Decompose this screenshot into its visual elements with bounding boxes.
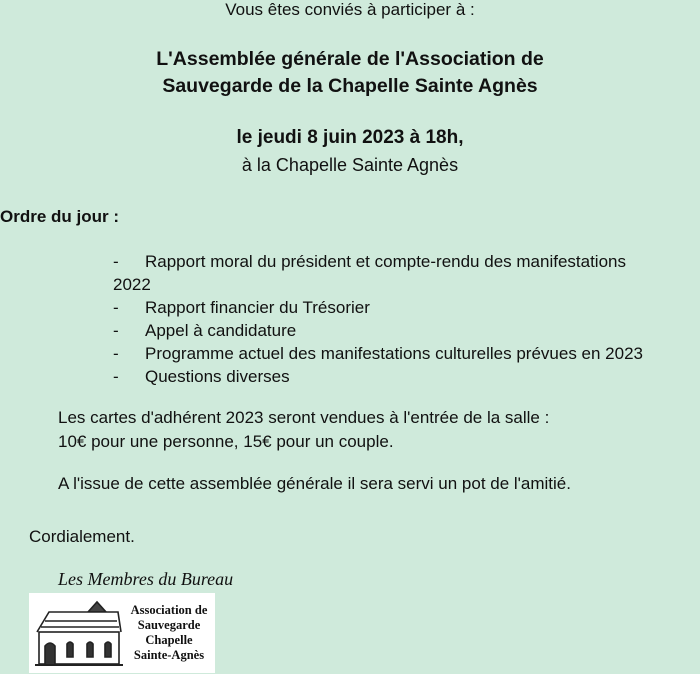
logo-text [124,603,214,663]
membership-cards-info [58,406,549,454]
agenda-item-text: Appel à candidature [145,321,297,340]
agenda-item [113,250,698,296]
agenda-list [113,250,698,388]
chapel-icon [35,599,123,669]
bullet-dash: - [113,344,119,363]
agenda-item-text: Rapport financier du Trésorier [145,298,370,317]
signature: Les Membres du Bureau [58,569,234,589]
event-title-line-1: L'Assemblée générale de l'Association de [156,48,544,70]
logo-line-1: Association de [130,603,208,617]
agenda-item-text: Programme actuel des manifestations culturelles prévues en 2023 [145,344,643,363]
logo-line-2: Sauvegarde [137,618,201,632]
event-date: le jeudi 8 juin 2023 à 18h, [236,127,464,148]
cards-line-1: Les cartes d'adhérent 2023 seront vendues à l'entrée de la salle : [58,408,550,427]
agenda-item [113,365,698,388]
event-place: à la Chapelle Sainte Agnès [241,155,459,175]
association-logo [29,593,215,673]
logo-line-4: Sainte-Agnès [133,648,205,662]
bullet-dash: - [113,367,119,386]
agenda-heading: Ordre du jour : [0,207,119,226]
bullet-dash: - [113,252,119,271]
logo-line-3: Chapelle [145,633,193,647]
agenda-item [113,319,698,342]
bullet-dash: - [113,321,119,340]
event-title [0,46,700,100]
bullet-dash: - [113,298,119,317]
event-title-line-2: Sauvegarde de la Chapelle Sainte Agnès [162,75,538,97]
agenda-item-text-continued: 2022 [113,275,151,294]
agenda-item [113,296,698,319]
agenda-item-text: Rapport moral du président et compte-rendu des manifestations [145,252,626,271]
intro-text: Vous êtes conviés à participer à : [225,0,475,19]
agenda-item-text: Questions diverses [145,367,290,386]
reception-info: A l'issue de cette assemblée générale il sera servi un pot de l'amitié. [58,474,571,493]
cards-line-2: 10€ pour une personne, 15€ pour un couple. [58,432,394,451]
agenda-item [113,342,698,365]
closing-text: Cordialement. [29,527,135,546]
